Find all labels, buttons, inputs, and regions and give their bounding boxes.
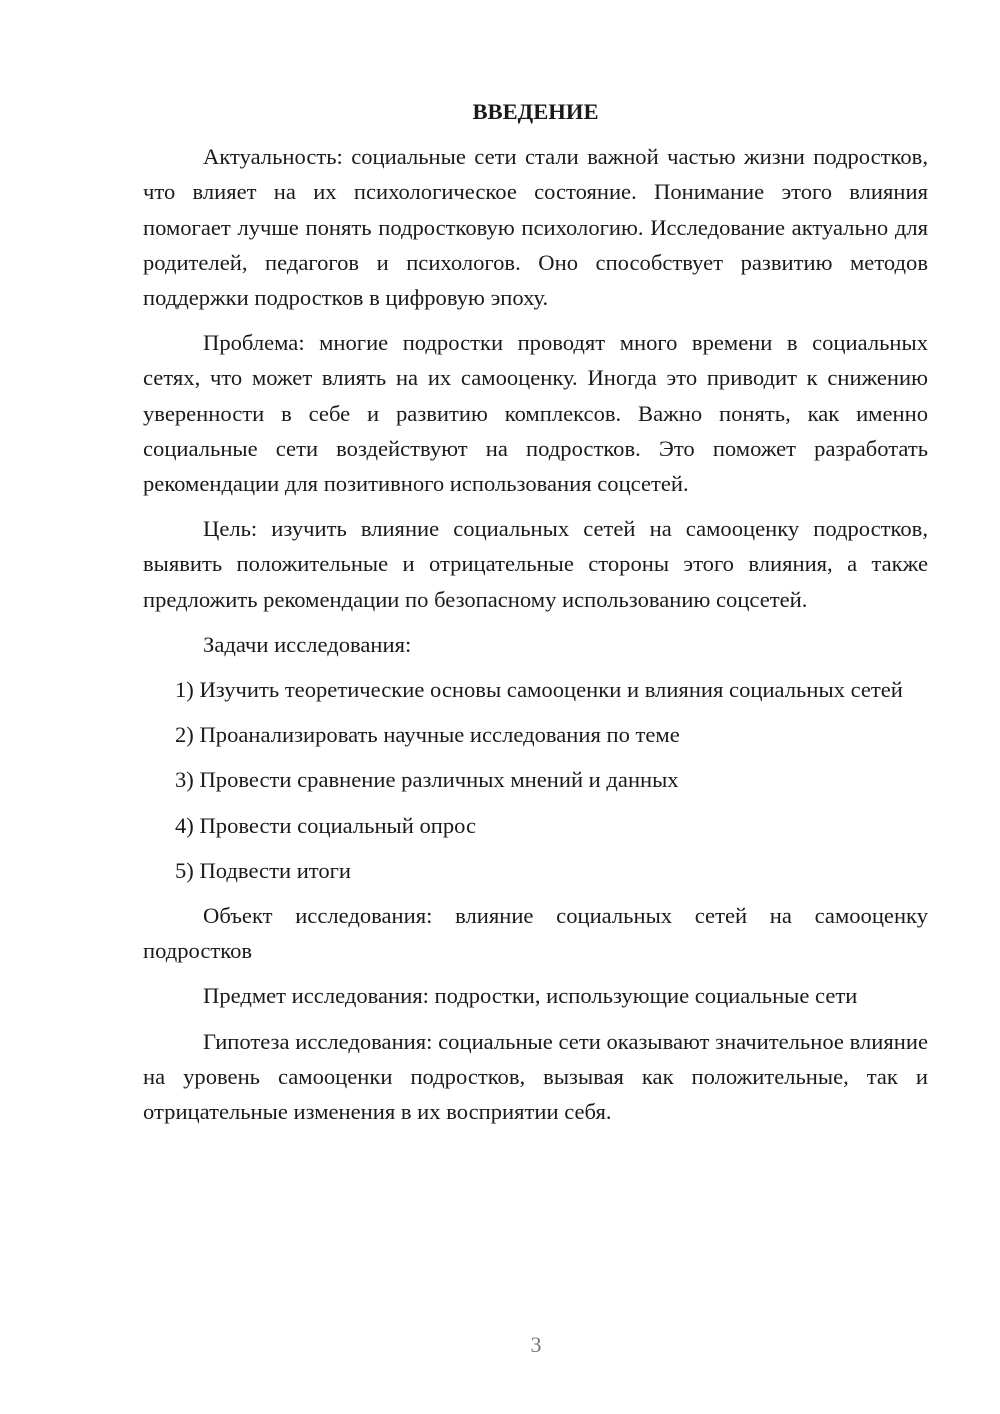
page-number: 3 <box>530 1332 542 1357</box>
list-item: 5) Подвести итоги <box>175 857 352 883</box>
list-item: 4) Провести социальный опрос <box>175 812 477 838</box>
list-item: 3) Провести сравнение различных мнений и данных <box>175 767 679 793</box>
section-title: ВВЕДЕНИЕ <box>472 99 599 124</box>
tasks-list <box>143 672 928 888</box>
subject-paragraph: Предмет исследования: подростки, использующие социальные сети <box>203 983 858 1009</box>
relevance-paragraph: Актуальность: социальные сети стали важной частью жизни подростков, что влияет на их психологическое состояние. Понимание этого влияния помогает лучше понять подростковую психологию. Исследование актуально для родителей, педагогов и психологов. Оно способствует развитию методов поддержки подростков в цифровую эпоху. <box>143 144 928 311</box>
tasks-heading: Задачи исследования: <box>203 631 412 657</box>
hypothesis-paragraph: Гипотеза исследования: социальные сети оказывают значительное влияние на уровень самооценки подростков, вызывая как положительные, так и отрицательные изменения в их восприятии себя. <box>143 1028 928 1125</box>
list-item: 1) Изучить теоретические основы самооценки и влияния социальных сетей <box>175 677 903 703</box>
object-paragraph: Объект исследования: влияние социальных сетей на самооценку подростков <box>143 903 928 964</box>
goal-paragraph: Цель: изучить влияние социальных сетей на самооценку подростков, выявить положительные и отрицательные стороны этого влияния, а также предложить рекомендации по безопасному использованию соцсетей. <box>143 516 928 612</box>
page-content <box>143 94 928 1139</box>
list-item: 2) Проанализировать научные исследования по теме <box>175 722 680 748</box>
problem-paragraph: Проблема: многие подростки проводят много времени в социальных сетях, что может влиять на их самооценку. Иногда это приводит к снижению уверенности в себе и развитию комплексов. Важно понять, как именно социальные сети воздействуют на подростков. Это поможет разработать рекомендации для позитивного использования соцсетей. <box>143 330 928 497</box>
